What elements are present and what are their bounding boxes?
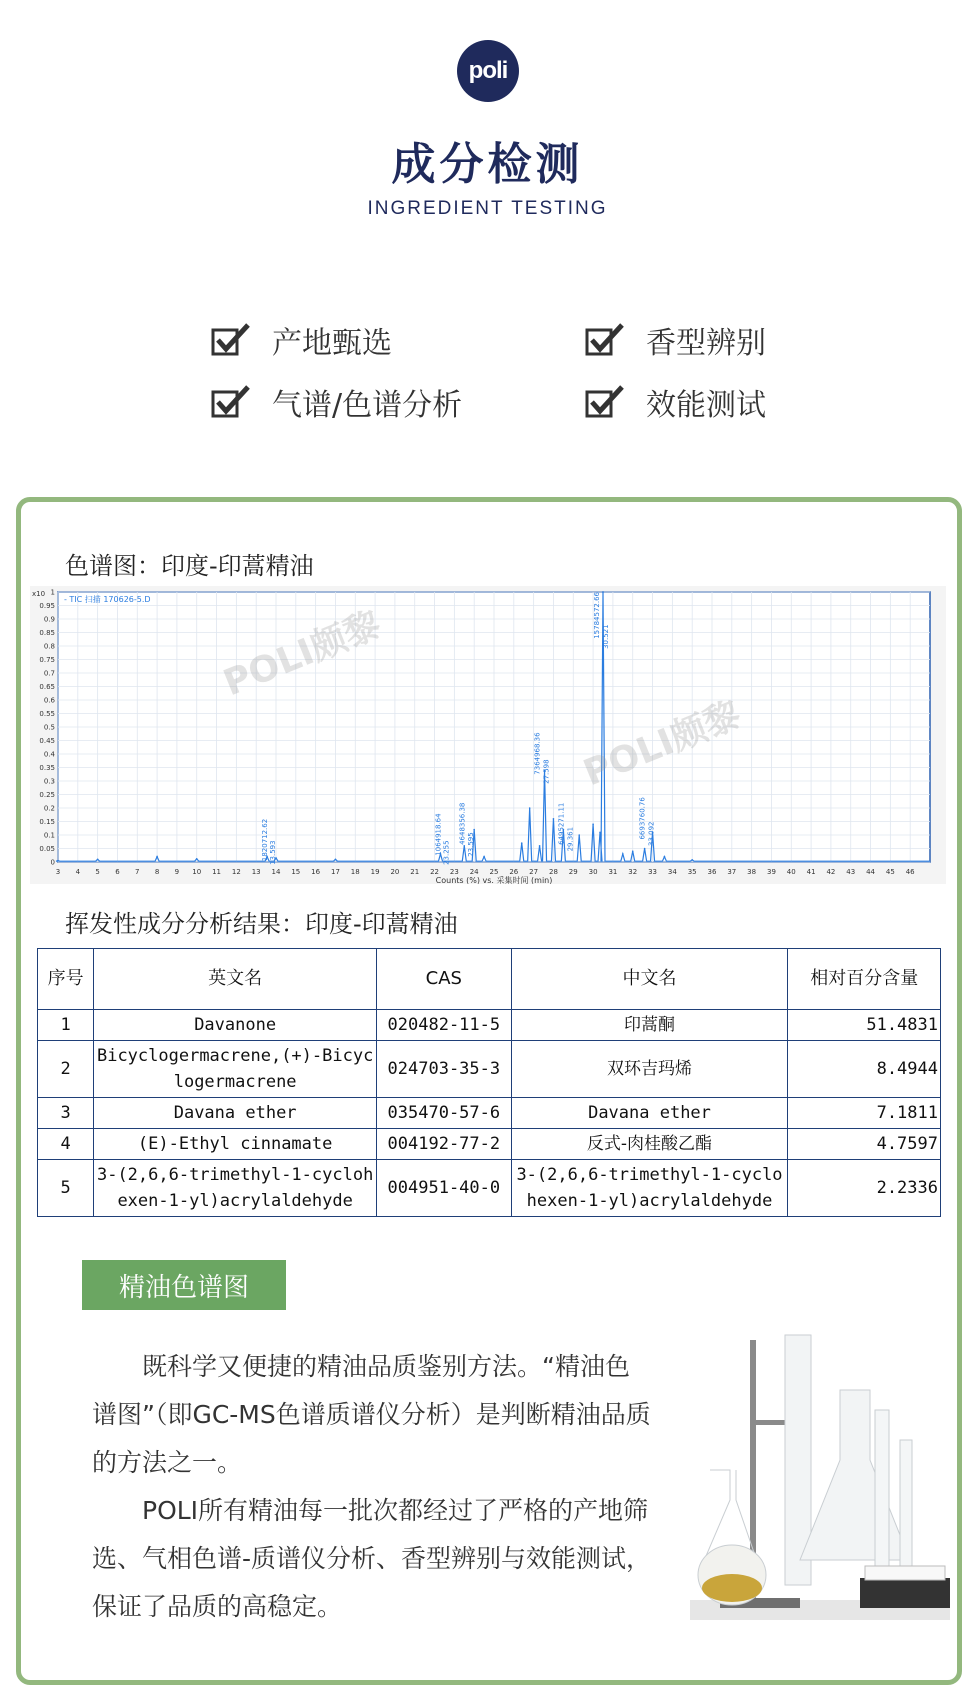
peak-point: [97, 859, 99, 861]
checkbox-checked-icon: [584, 322, 626, 358]
x-tick-label: 9: [174, 868, 180, 876]
y-tick-label: 0.7: [43, 669, 55, 678]
x-tick-label: 10: [192, 868, 202, 876]
x-tick-label: 16: [311, 868, 321, 876]
table-row: [38, 1010, 941, 1041]
peak-point: [578, 834, 580, 836]
y-tick-label: 0.1: [43, 831, 55, 840]
cell-index: 2: [38, 1041, 94, 1098]
cell-index: 5: [38, 1160, 94, 1217]
x-tick-label: 22: [430, 868, 440, 876]
cell-chinese-name: 3-(2,6,6-trimethyl-1-cyclohexen-1-yl)acrylaldehyde: [511, 1160, 788, 1217]
y-tick-label: 0.45: [39, 737, 55, 745]
x-tick-label: 8: [154, 868, 160, 876]
checkbox-checked-icon: [584, 384, 626, 420]
x-tick-label: 19: [370, 868, 380, 876]
x-tick-label: 30: [588, 868, 598, 876]
x-tick-label: 35: [687, 868, 697, 876]
cell-cas: 004951-40-0: [377, 1160, 511, 1217]
peak-label: 27.598: [542, 759, 551, 784]
peak-point: [602, 591, 604, 593]
x-tick-label: 14: [271, 868, 281, 876]
y-tick-label: 0: [50, 858, 55, 867]
y-tick-label: 1: [50, 588, 55, 597]
cell-index: 3: [38, 1098, 94, 1129]
x-tick-label: 31: [608, 868, 618, 876]
chromatogram-svg: [30, 586, 946, 884]
feature-item: [210, 318, 392, 362]
peak-point: [622, 853, 624, 855]
intro-paragraph: [92, 1343, 652, 1631]
y-tick-label: 0.95: [39, 602, 55, 610]
x-tick-label: 20: [390, 868, 400, 876]
y-tick-label: 0.55: [39, 710, 55, 718]
chart-legend: - TIC 扫描 170626-5.D: [64, 595, 151, 604]
feature-label: 香型辨别: [646, 326, 766, 361]
cell-english-name: Davana ether: [94, 1098, 377, 1129]
y-tick-label: 0.05: [39, 845, 55, 853]
x-tick-label: 23: [449, 868, 459, 876]
column-header: 序号: [38, 949, 94, 1010]
peak-label: 6693760.76: [638, 797, 647, 840]
x-tick-label: 4: [75, 868, 81, 876]
peak-label: 23.255: [442, 840, 451, 865]
cell-index: 4: [38, 1129, 94, 1160]
lab-glassware-illustration: [690, 1330, 950, 1630]
page-subtitle: INGREDIENT TESTING: [367, 198, 608, 219]
feature-item: [584, 318, 766, 362]
y-tick-label: 0.75: [39, 656, 55, 664]
x-tick-label: 29: [568, 868, 578, 876]
x-tick-label: 21: [410, 868, 420, 876]
cell-chinese-name: Davana ether: [511, 1098, 788, 1129]
x-tick-label: 38: [747, 868, 757, 876]
x-tick-label: 17: [330, 868, 340, 876]
x-tick-label: 32: [628, 868, 638, 876]
y-tick-label: 0.8: [43, 642, 55, 651]
column-header: 中文名: [511, 949, 788, 1010]
checkbox-checked-icon: [210, 322, 252, 358]
x-tick-label: 15: [291, 868, 301, 876]
peak-point: [521, 842, 523, 844]
y-tick-label: 0.35: [39, 764, 55, 772]
y-unit-label: x10: [32, 590, 46, 598]
x-tick-label: 12: [231, 868, 241, 876]
x-tick-label: 43: [846, 868, 856, 876]
feature-label: 气谱/色谱分析: [272, 388, 463, 423]
peak-point: [483, 856, 485, 858]
peak-point: [664, 856, 666, 858]
cell-cas: 020482-11-5: [377, 1010, 511, 1041]
peak-label: 33.092: [647, 821, 656, 846]
y-tick-label: 0.25: [39, 791, 55, 799]
x-axis-label: Counts (%) vs. 采集时间 (min): [435, 876, 553, 884]
cell-percent: 8.4944: [788, 1041, 941, 1098]
x-tick-label: 3: [55, 868, 61, 876]
peak-label: 6495271.11: [557, 802, 566, 845]
feature-item: [584, 380, 766, 424]
x-tick-label: 13: [251, 868, 261, 876]
x-tick-label: 7: [135, 868, 140, 876]
paragraph-2: POLI所有精油每一批次都经过了严格的产地筛选、气相色谱-质谱仪分析、香型辨别与效能测试，保证了品质的高稳定。: [92, 1496, 652, 1621]
y-tick-label: 0.2: [43, 804, 55, 813]
cell-english-name: 3-(2,6,6-trimethyl-1-cyclohexen-1-yl)acrylaldehyde: [94, 1160, 377, 1217]
x-tick-label: 28: [548, 868, 558, 876]
cell-percent: 4.7597: [788, 1129, 941, 1160]
cell-chinese-name: 双环吉玛烯: [511, 1041, 788, 1098]
y-tick-label: 0.6: [43, 696, 55, 705]
x-tick-label: 34: [667, 868, 677, 876]
chromatogram-chart: [30, 586, 946, 884]
peak-label: 13.593: [269, 840, 278, 865]
peak-point: [473, 829, 475, 831]
feature-label: 效能测试: [646, 388, 766, 423]
feature-item: [210, 380, 462, 424]
peak-point: [539, 845, 541, 847]
x-tick-label: 46: [905, 868, 915, 876]
cell-chinese-name: 反式-肉桂酸乙酯: [511, 1129, 788, 1160]
x-tick-label: 37: [727, 868, 737, 876]
cell-cas: 004192-77-2: [377, 1129, 511, 1160]
peak-point: [592, 823, 594, 825]
peak-point: [632, 850, 634, 852]
y-tick-label: 0.15: [39, 818, 55, 826]
x-tick-label: 33: [648, 868, 658, 876]
x-tick-label: 6: [115, 868, 120, 876]
chromatogram-label: 色谱图：印度-印蒿精油: [65, 552, 314, 580]
y-tick-label: 0.9: [43, 615, 55, 624]
peak-point: [196, 858, 198, 860]
peak-label: 15784572.66: [593, 592, 602, 639]
cell-english-name: Bicyclogermacrene,(+)-Bicyclogermacrene: [94, 1041, 377, 1098]
peak-label: 30.521: [601, 624, 610, 649]
analysis-table: [37, 948, 941, 1217]
cell-percent: 7.1811: [788, 1098, 941, 1129]
brand-logo: poli: [457, 40, 519, 102]
x-tick-label: 39: [766, 868, 776, 876]
peak-label: 23.595: [467, 832, 476, 857]
peak-point: [691, 859, 693, 861]
x-tick-label: 40: [786, 868, 796, 876]
cell-percent: 2.2336: [788, 1160, 941, 1217]
peak-point: [599, 832, 601, 834]
y-tick-label: 0.3: [43, 777, 55, 786]
peak-point: [644, 848, 646, 850]
peak-point: [553, 818, 555, 820]
peak-point: [335, 859, 337, 861]
x-tick-label: 24: [469, 868, 479, 876]
table-header-row: [38, 949, 941, 1010]
checkbox-checked-icon: [210, 384, 252, 420]
paragraph-1: 既科学又便捷的精油品质鉴别方法。“精油色谱图”（即GC-MS色谱质谱仪分析）是判断精油品质的方法之一。: [92, 1352, 651, 1477]
x-tick-label: 26: [509, 868, 519, 876]
cell-cas: 024703-35-3: [377, 1041, 511, 1098]
analysis-label: 挥发性成分分析结果：印度-印蒿精油: [65, 910, 458, 938]
y-tick-label: 0.65: [39, 683, 55, 691]
cell-english-name: Davanone: [94, 1010, 377, 1041]
column-header: CAS: [377, 949, 511, 1010]
x-tick-label: 44: [866, 868, 876, 876]
x-tick-label: 25: [489, 868, 499, 876]
peak-label: 1820712.62: [261, 818, 270, 862]
peak-point: [156, 856, 158, 858]
peak-label: 4648356.38: [458, 802, 467, 845]
column-header: 相对百分含量: [788, 949, 941, 1010]
x-tick-label: 41: [806, 868, 816, 876]
cell-percent: 51.4831: [788, 1010, 941, 1041]
x-tick-label: 11: [212, 868, 222, 876]
table-row: [38, 1160, 941, 1217]
table-row: [38, 1129, 941, 1160]
peak-label: 7364968.36: [533, 732, 542, 775]
cell-chinese-name: 印蒿酮: [511, 1010, 788, 1041]
column-header: 英文名: [94, 949, 377, 1010]
table-row: [38, 1041, 941, 1098]
x-tick-label: 42: [826, 868, 836, 876]
cell-cas: 035470-57-6: [377, 1098, 511, 1129]
section-badge: 精油色谱图: [82, 1260, 286, 1310]
x-tick-label: 5: [95, 868, 100, 876]
peak-label: 1064918.64: [434, 813, 443, 856]
y-tick-label: 0.85: [39, 629, 55, 637]
cell-index: 1: [38, 1010, 94, 1041]
feature-label: 产地甄选: [272, 326, 392, 361]
watermark-text: POLI颇黎: [218, 604, 387, 705]
x-tick-label: 27: [529, 868, 539, 876]
y-tick-label: 0.5: [43, 723, 55, 732]
peak-label: 29.361: [566, 826, 575, 852]
page-title: 成分检测: [391, 139, 584, 190]
watermark-text: POLI颇黎: [578, 694, 747, 795]
x-tick-label: 18: [350, 868, 360, 876]
peak-point: [529, 807, 531, 809]
cell-english-name: (E)-Ethyl cinnamate: [94, 1129, 377, 1160]
x-tick-label: 36: [707, 868, 717, 876]
table-row: [38, 1098, 941, 1129]
peak-point: [57, 860, 59, 862]
x-tick-label: 45: [885, 868, 895, 876]
y-tick-label: 0.4: [43, 750, 55, 759]
